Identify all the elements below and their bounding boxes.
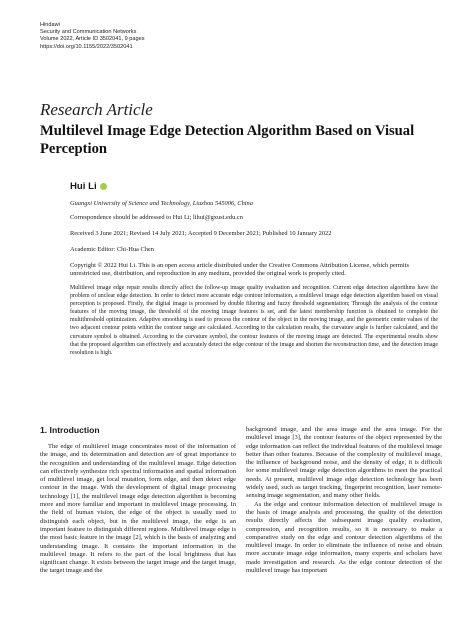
article-dates: Received 3 June 2021; Revised 14 July 2021; Accepted 9 December 2021; Published 10 January 2022	[70, 230, 332, 237]
abstract: Multilevel image edge repair results directly affect the follow-up image quality evaluation and recognition. Current edge detection algorithms have the problem of unclear edge detection. In order to detect more accurate edge contour information, a multilevel image edge detection algorithm based on visual perception is proposed. Firstly, the digital image is processed by double filtering and fuzzy threshold segmentation; Through the analysis of the contour features of the moving image, the threshold of the moving image features is set, and the latest membership function is obtained to complete the multithreshold optimization. Adaptive smoothing is used to process the contour of the object in the moving image, and the geometric center values of the two adjacent contour points within the contour range are calculated. According to the calculation results, the curvature angle is further calculated, and the curvature symbol is obtained. According to the curvature symbol, the contour features of the moving image are detected. The experimental results show that the proposed algorithm can effectively and accurately detect the edge contour of the image and shorten the reconstruction time, and the detection image resolution is high.	[70, 285, 438, 356]
correspondence: Correspondence should be addressed to Hui Li; lihui@gxust.edu.cn	[70, 214, 243, 221]
volume-line: Volume 2022, Article ID 3502041, 9 pages	[40, 36, 145, 43]
academic-editor: Academic Editor: Chi-Hua Chen	[70, 246, 154, 253]
paragraph: background image, and the area image and the area image. For the multilevel image [3], the contour features of the object represented by the edge information can reflect the individual features of the multilevel image better than other features. Because of the complexity of multilevel image, the influence of background noise, and the density of edge, it is difficult for some multilevel image edge detection algorithms to meet the practical needs. At present, multilevel image edge detection technology has been widely used, such as target tracking, fingerprint recognition, laser remote-sensing image segmentation, and many other fields.	[246, 426, 442, 500]
body-column-left	[40, 443, 236, 576]
body-column-right	[246, 426, 442, 575]
orcid-icon[interactable]	[100, 183, 107, 190]
doi-link[interactable]: https://doi.org/10.1155/2022/3502041	[40, 43, 133, 50]
journal-header	[40, 22, 145, 51]
paper-title: Multilevel Image Edge Detection Algorithm Based on Visual Perception	[40, 123, 415, 157]
author-name: Hui Li	[70, 181, 97, 192]
paragraph: The edge of multilevel image concentrates most of the information of the image, and its determination and detection are of great importance to the recognition and understanding of the multilevel image. Edge detection can effectively synthesize rich spectral information and spatial information of multilevel image, get local mutation, form edge, and then detect edge contour in the image. With the development of digital image processing technology [1], the multilevel image edge detection algorithm is becoming more and more familiar and important in multilevel image processing. In the field of human vision, the edge of the object is usually used to distinguish each object, but in the multilevel image, the edge is an important feature to distinguish different regions. Multilevel image edge is the most basic feature in the image [2], which is the basis of analyzing and understanding image. It contains the important information in the multilevel image. It refers to the part of the local brightness that has significant change. It exists between the target image and the target image, the target image and the	[40, 443, 236, 575]
article-type: Research Article	[40, 100, 153, 119]
paragraph: As the edge and contour information detection of multilevel image is the basis of image analysis and processing, the quality of the detection results directly affects the subsequent image quality evaluation, compression, and recognition results, so it is necessary to make a comparative study on the edge and contour detection algorithms of the multilevel image. In order to eliminate the influence of noise and obtain more accurate image edge information, many experts and scholars have made investigation and research. As the edge contour detection of the multilevel image has important	[246, 500, 442, 575]
journal-name: Security and Communication Networks	[40, 29, 137, 36]
section-heading: 1. Introduction	[40, 425, 100, 435]
copyright-notice: Copyright © 2022 Hui Li. This is an open access article distributed under the Creative Commons Attribution License, which permits unrestricted use, distribution, and reproduction in any medium, provided the original work is properly cited.	[70, 262, 409, 278]
affiliation: Guangxi University of Science and Technology, Liuzhou 545006, China	[70, 200, 253, 207]
publisher-name: Hindawi	[40, 22, 60, 28]
author-line	[70, 181, 107, 192]
